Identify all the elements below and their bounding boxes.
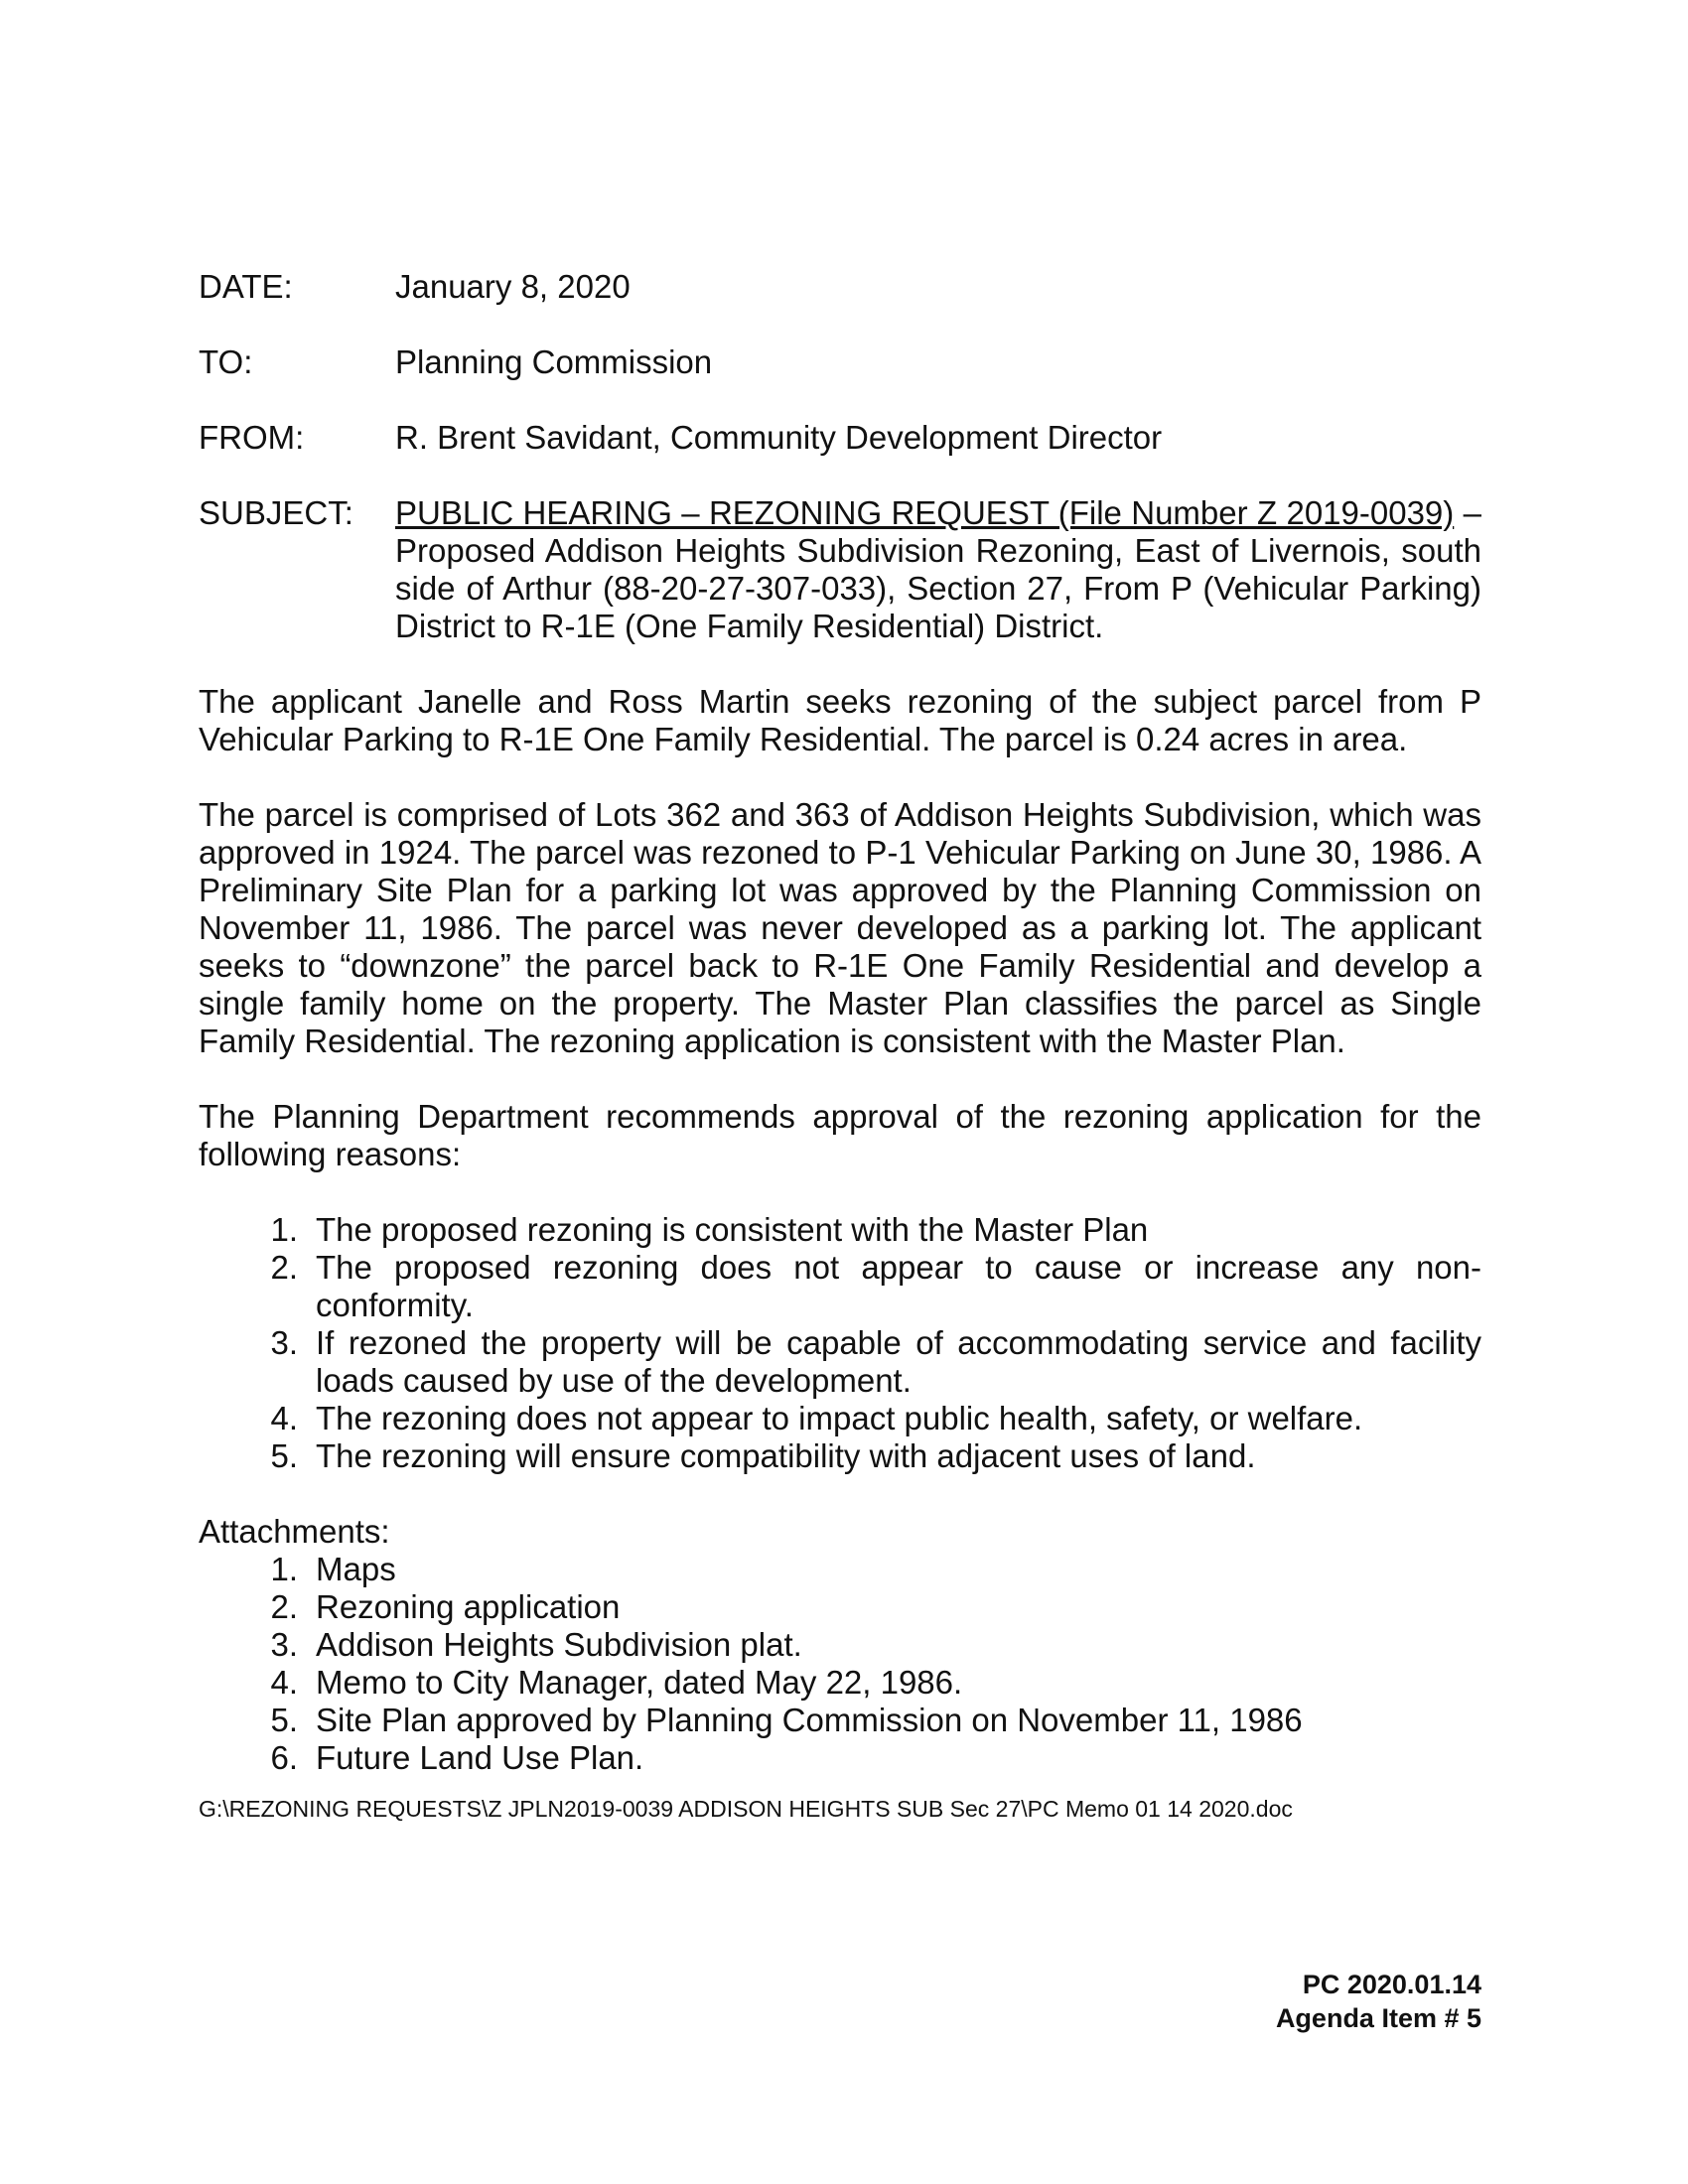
reason-text: The proposed rezoning is consistent with the Master Plan (316, 1211, 1149, 1248)
subject-row (199, 494, 1481, 645)
attachment-text: Maps (316, 1551, 396, 1587)
attachments-title: Attachments: (199, 1513, 390, 1550)
date-row (199, 268, 1481, 306)
attachments-list (199, 1551, 1481, 1777)
reasons-list (199, 1211, 1481, 1475)
subject-value (395, 494, 1481, 645)
list-item (199, 1664, 1481, 1702)
reason-number: 4. (270, 1400, 298, 1436)
list-item (199, 1400, 1481, 1437)
reason-number: 2. (270, 1249, 298, 1286)
list-item (199, 1437, 1481, 1475)
list-item (199, 1739, 1481, 1777)
date-label: DATE: (199, 268, 293, 305)
agenda-footer (1276, 1968, 1481, 2035)
reason-text: The rezoning does not appear to impact public health, safety, or welfare. (316, 1400, 1363, 1436)
reason-number: 5. (270, 1437, 298, 1474)
to-value: Planning Commission (395, 343, 713, 380)
attachment-text: Future Land Use Plan. (316, 1739, 644, 1776)
list-item (199, 1324, 1481, 1400)
subject-description: – Proposed Addison Heights Subdivision Rezoning, East of Livernois, south side of Arthur (88-20-27-307-033), Section 27, From P (Vehicular Parking) District to R-1E (One Family Residential) District. (395, 494, 1481, 644)
attachment-text: Site Plan approved by Planning Commission on November 11, 1986 (316, 1702, 1303, 1738)
subject-heading: PUBLIC HEARING – REZONING REQUEST (File Number Z 2019-0039) (395, 494, 1455, 531)
attachment-number: 3. (270, 1626, 298, 1663)
list-item (199, 1626, 1481, 1664)
list-item (199, 1551, 1481, 1588)
meeting-code: PC 2020.01.14 (1302, 1970, 1481, 1999)
background-paragraph: The parcel is comprised of Lots 362 and 363 of Addison Heights Subdivision, which was approved in 1924. The parcel was rezoned to P-1 Vehicular Parking on June 30, 1986. A Preliminary Site Plan for a parking lot was approved by the Planning Commission on November 11, 1986. The parcel was never developed as a parking lot. The applicant seeks to “downzone” the parcel back to R-1E One Family Residential and develop a single family home on the property. The Master Plan classifies the parcel as Single Family Residential. The rezoning application is consistent with the Master Plan. (199, 796, 1481, 1059)
attachment-text: Addison Heights Subdivision plat. (316, 1626, 802, 1663)
applicant-paragraph: The applicant Janelle and Ross Martin seeks rezoning of the subject parcel from P Vehicular Parking to R-1E One Family Residential. The parcel is 0.24 acres in area. (199, 683, 1481, 757)
recommendation-paragraph: The Planning Department recommends approval of the rezoning application for the following reasons: (199, 1098, 1481, 1172)
to-row (199, 343, 1481, 381)
from-row (199, 419, 1481, 457)
date-value: January 8, 2020 (395, 268, 631, 305)
subject-label: SUBJECT: (199, 494, 353, 531)
list-item (199, 1702, 1481, 1739)
memo-page (199, 268, 1481, 1823)
reason-text: The rezoning will ensure compatibility with adjacent uses of land. (316, 1437, 1256, 1474)
agenda-item-number: Agenda Item # 5 (1275, 2003, 1481, 2033)
reason-number: 1. (270, 1211, 298, 1248)
file-path: G:\REZONING REQUESTS\Z JPLN2019-0039 ADDISON HEIGHTS SUB Sec 27\PC Memo 01 14 2020.doc (199, 1796, 1293, 1822)
attachment-number: 1. (270, 1551, 298, 1587)
list-item (199, 1588, 1481, 1626)
attachment-text: Rezoning application (316, 1588, 621, 1625)
attachment-number: 2. (270, 1588, 298, 1625)
reason-number: 3. (270, 1324, 298, 1361)
attachment-number: 4. (270, 1664, 298, 1701)
from-label: FROM: (199, 419, 305, 456)
attachment-number: 6. (270, 1739, 298, 1776)
from-value: R. Brent Savidant, Community Development Director (395, 419, 1163, 456)
attachment-text: Memo to City Manager, dated May 22, 1986. (316, 1664, 963, 1701)
reason-text: The proposed rezoning does not appear to cause or increase any non-conformity. (316, 1249, 1481, 1323)
list-item (199, 1211, 1481, 1249)
to-label: TO: (199, 343, 253, 380)
reason-text: If rezoned the property will be capable of accommodating service and facility loads caused by use of the development. (316, 1324, 1481, 1399)
list-item (199, 1249, 1481, 1324)
attachment-number: 5. (270, 1702, 298, 1738)
